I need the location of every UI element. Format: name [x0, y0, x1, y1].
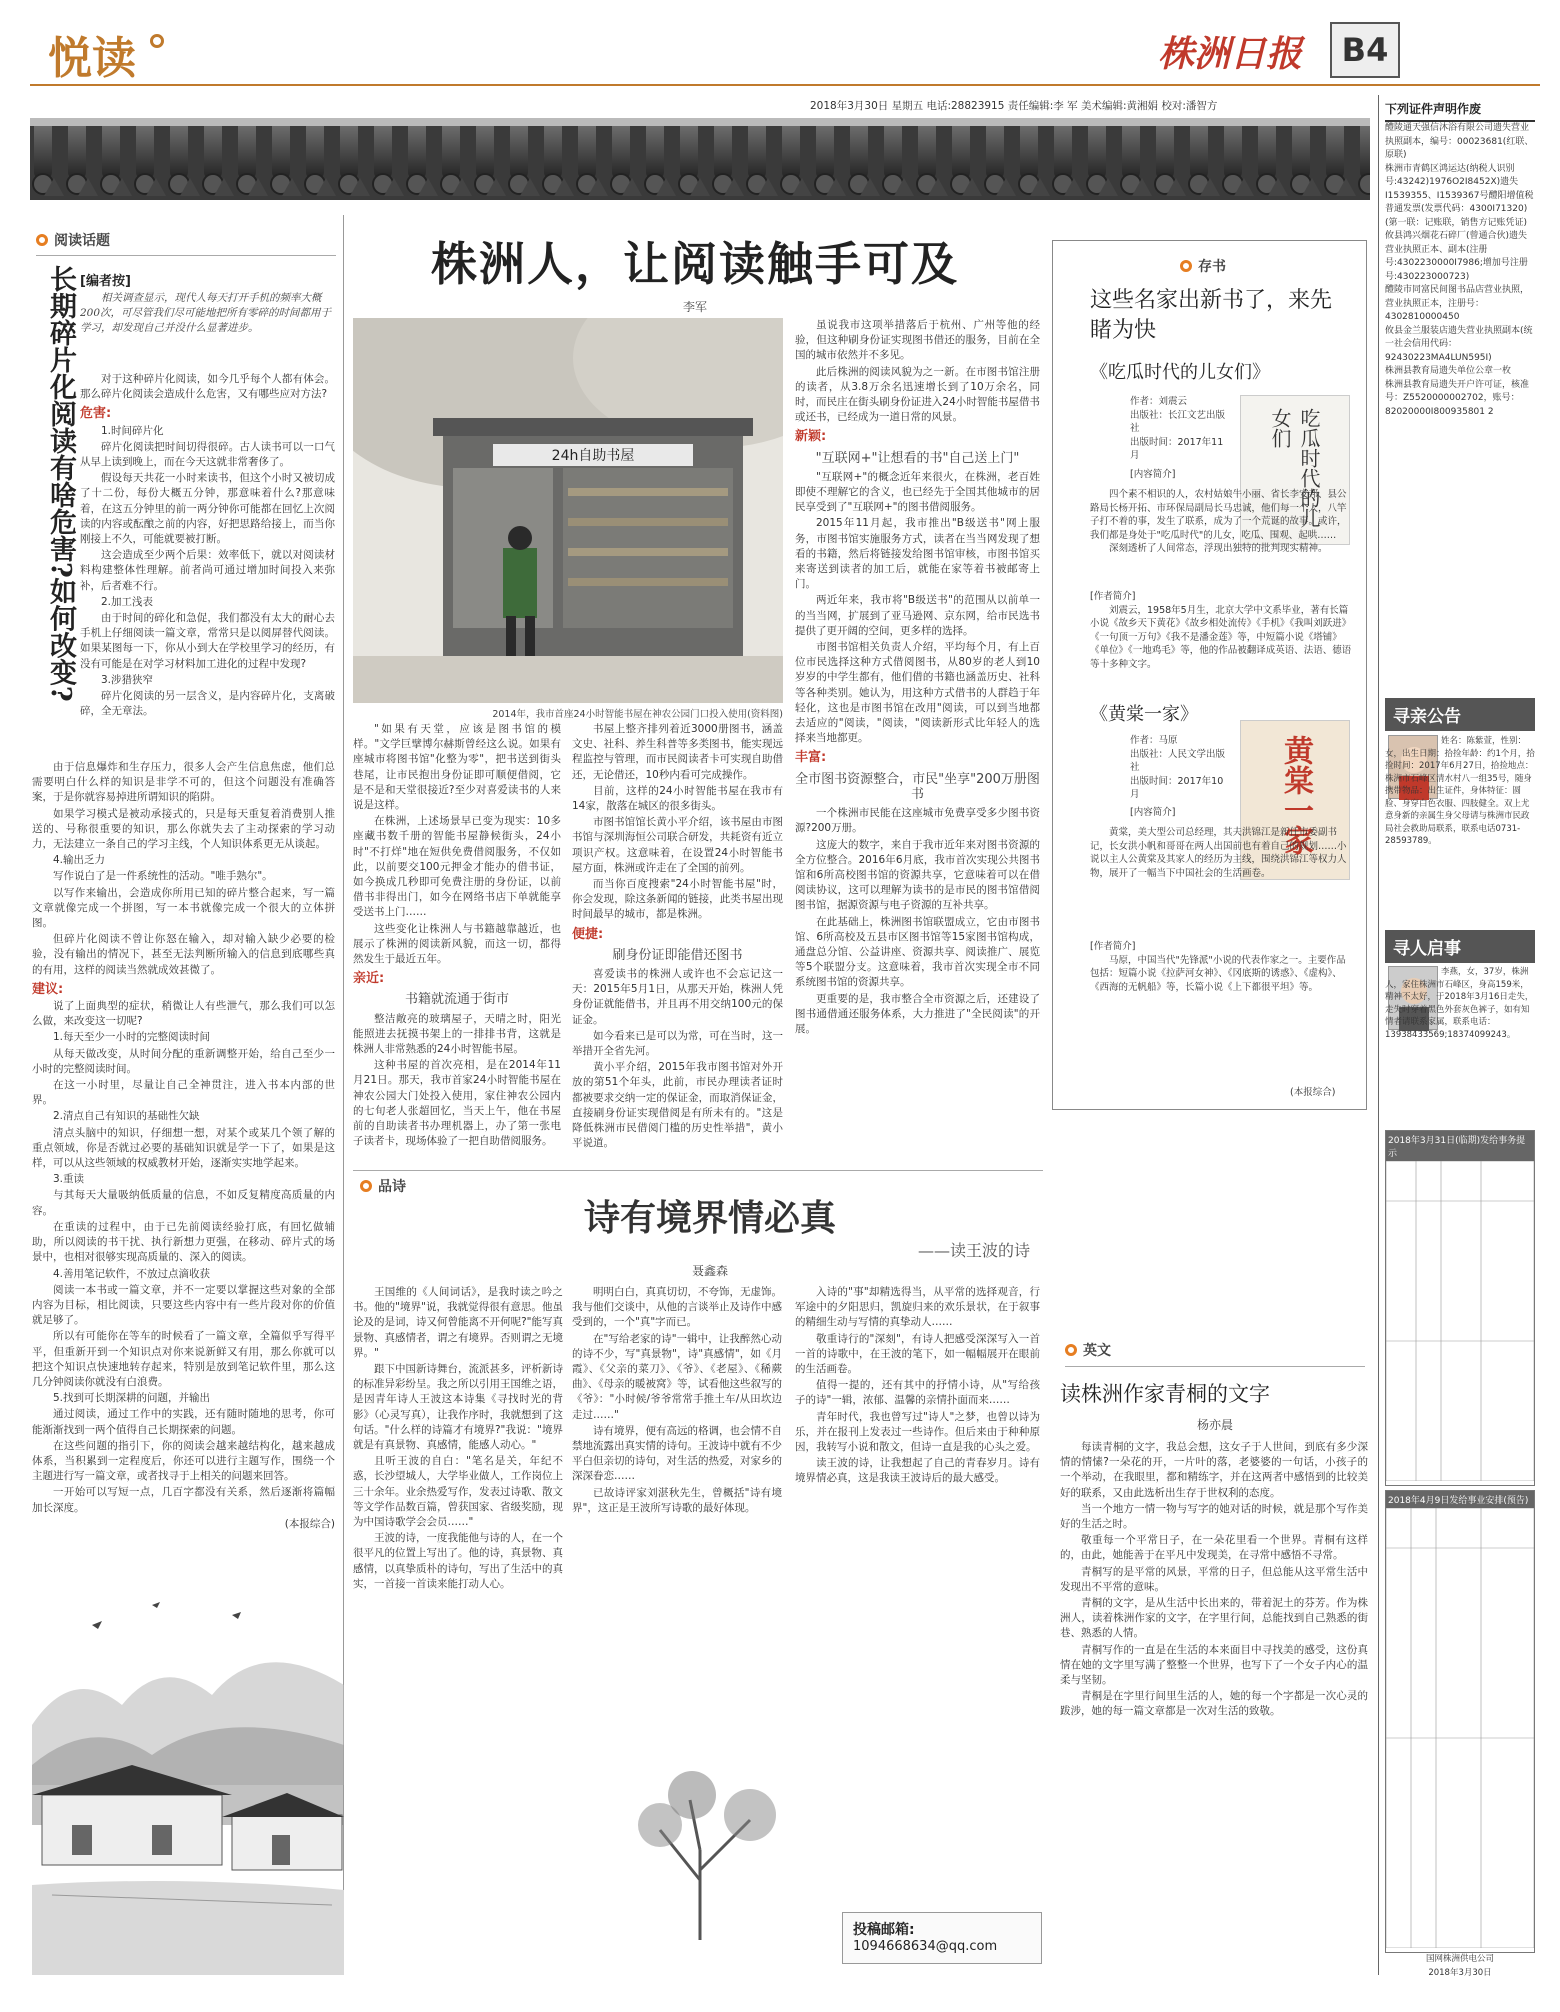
header-meta: 2018年3月30日 星期五 电话:28823915 责任编辑:李 军 美术编辑:黄湘娟 校对:潘智方 [810, 100, 1218, 112]
article3-col3 [795, 1285, 1040, 1488]
a2-title: 2.清点自己有知识的基础性欠缺 [53, 1110, 200, 1123]
ink-tree-illustration [600, 1760, 800, 1940]
para-c3: 这些变化让株洲人与书籍越靠越近，也展示了株洲的阅读新风貌，而这一切，都得然发生于最近五年。 [353, 922, 561, 966]
lottery1-grid [1386, 1161, 1534, 1481]
para-c2: 跟下中国新诗舞台，流派甚多，评析新诗的标准异彩纷呈。我之所以引用王国维之语，是因青年诗人王波这本诗集《寻找时光的背影》（心灵写真），让我作序时，我就想到了这句话。"什么样的诗篇才有境界?"我说："境界就是有真景物、真感情，能感人动心。" [353, 1363, 563, 1452]
intro: 对于这种碎片化阅读，如今几乎每个人都有体会。那么碎片化阅读会造成什么危害，又有哪些应对方法? [80, 373, 335, 401]
p3c: 如果学习模式是被动承接式的，只是每天重复着消费别人推送的、号称很重要的知识，那么你就失去了主动探索的学习动力，无法建立一条自己的学习主线，个人知识体系更无从谈起。 [32, 807, 335, 851]
tag-essay [1065, 1340, 1111, 1360]
danger-heading: 危害: [80, 406, 112, 422]
para-c7: 青桐是在字里行间里生活的人，她的每一个字都是一次心灵的跋涉，她的每一篇文章都是一次对生活的致敬。 [1060, 1690, 1368, 1718]
book2-cover-title: 黄棠一家 [1278, 735, 1313, 855]
contribute-label: 投稿邮箱: [853, 1922, 915, 1938]
para-c12: 青年时代，我也曾写过"诗人"之梦，也曾以诗为乐，并在报刊上发表过一些诗作。但后来由于种种原因，我转写小说和散文，但诗一直是我的心头之爱。 [795, 1410, 1040, 1454]
para-c10: 敬重诗行的"深刻"，有诗人把感受深深写入一首一首的诗歌中，在王波的笔下，如一幅幅展开在眼前的生活画卷。 [795, 1332, 1040, 1376]
article5-author: 杨亦晨 [1196, 1418, 1233, 1432]
circle-icon [1180, 260, 1192, 272]
p1b: 假设每天共花一小时来读书，但这个小时又被切成了十二份，每份大概五分钟，那意味着什么?那意味着，在这五分钟里的前一两分钟你可能都在回忆上次阅读的内容或酝酿之前的内容，好把思路给接上，而当你刚接上不久，可能就要被打断。 [80, 472, 335, 546]
seek-text: 李燕，女，37岁，株洲人，家住株洲市石峰区，身高159米，精神不太好，于2018年3月16日走失，走失时穿着黑色外套灰色裤子，如有知情者请联系家属，联系电话：13938433569;18374099243。 [1385, 967, 1534, 1040]
book2-about-text: 马原，中国当代"先锋派"小说的代表作家之一。主要作品包括：短篇小说《拉萨河女神》、《冈底斯的诱惑》、《虚构》、《西海的无帆船》等，长篇小说《上下都很平坦》等。 [1090, 954, 1346, 993]
book1-about-text: 刘震云，1958年5月生，北京大学中文系毕业，著有长篇小说《故乡天下黄花》《故乡相处流传》《手机》《我叫刘跃进》《一句顶一万句》《我不是潘金莲》等，中短篇小说《塔铺》《单位》《一地鸡毛》等，他的作品被翻译成英语、法语、德语等十多种文字。 [1090, 604, 1352, 670]
missing-text: 姓名：陈紫萱，性别：女，出生日期：拾捡年龄：约1个月，拾捡时间：2017年6月27日，拾捡地点：株洲市石峰区清水村八一组35号，随身携带物品：出生证件，身体特征：圆脸、身穿白色衣服、四肢健全。双上尤意身新的亲属生身父母请与株洲市民政局社会救助局联系，联系电话0731-28593789。 [1385, 736, 1535, 846]
a3b: 在重读的过程中，由于已先前阅读经验打底，有回忆做辅助，所以阅读的书干扰、执行新想力更强，在移动、碎片式的场景中，也相对很够实现高质量的、深入的阅读。 [32, 1220, 335, 1264]
para-c15: "互联网+"的概念近年来很火，在株洲，老百姓即使不理解它的含义，也已经先于全国其他城市的居民享受到了"互联网+"的图书借阅服务。 [795, 470, 1040, 514]
article1-title: 长期碎片化阅读有啥危害?如何改变? [45, 265, 76, 702]
para-c10: 喜爱读书的株洲人或许也不会忘记这一天：2015年5月1日，从那天开始，株洲人凭身份证就能借书，并且再不用交纳100元的保证金。 [572, 968, 783, 1026]
para-c4: 青桐写的是平常的风景，平常的日子，但总能从这平常生活中发现出不平常的意味。 [1060, 1565, 1368, 1593]
book2-meta [1130, 734, 1230, 802]
para-c19: 一个株洲市民能在这座城市免费享受多少图书资源?200万册。 [795, 807, 1040, 835]
tag-poetry [360, 1176, 406, 1196]
tag-books [1180, 256, 1226, 276]
book1-publisher: 出版社：长江文艺出版社 [1130, 409, 1226, 434]
circle-icon [360, 1180, 372, 1192]
author-label: [作者简介] [1090, 941, 1136, 952]
para-c17: 两近年来，我市将"B级送书"的范围从以前单一的当当网，扩展到了亚马逊网、京东网，给市民选书提供了更开阔的空间，更多样的选择。 [795, 594, 1040, 637]
article3-col2 [572, 1285, 782, 1517]
para-c6: 青桐写作的一直是在生活的本来面目中寻找美的感受，这份真情在她的文字里写满了整整一个世界，也写下了一个女子内心的温柔与坚韧。 [1060, 1643, 1368, 1687]
book1-intro-text2: 深刻透析了人间常态，浮现出独特的批判现实精神。 [1109, 543, 1328, 554]
p1-title: 1.时间碎片化 [101, 424, 164, 437]
para-c4: 整洁敞亮的玻璃屋子，天晴之时，阳光能照进去抚摸书架上的一排排书背，这就是株洲人非常熟悉的24小时智能书屋。 [353, 1012, 561, 1056]
circle-icon [1065, 1344, 1077, 1356]
tag-label: 阅读话题 [54, 233, 110, 249]
para-c1: 每读青桐的文字，我总会想，这女子于人世间，到底有多少深情的情愫?一朵花的开，一片叶的落，老婆婆的一句话，小孩子的一个举动，在我眼里，都和精练字，并在这两者中感悟到的比较美好的联系，又由此选析出生存于世权利的态度。 [1060, 1441, 1368, 1499]
article1-body-bottom [32, 760, 335, 1532]
p1: 碎片化阅读把时间切得很碎。古人读书可以一口气从早上读到晚上，而在今天这就非常奢侈了。 [80, 440, 335, 469]
article2-author: 李军 [682, 300, 707, 314]
book2-title: 《黄棠一家》 [1090, 704, 1198, 725]
book1-intro-text: 四个素不相识的人，农村姑娘牛小丽、省长李安邦、县公路局长杨开拓、市环保局副局长马忠诚，他们每一个人，八竿子打不着的事，发生了联系，成为了一个荒诞的故事。或许，我们都是身处于"吃瓜时代"的儿女，吃瓜、围观、起哄…… [1090, 489, 1347, 541]
contribute-box [842, 1912, 1042, 1964]
para-c6: 书屋上整齐排列着近3000册图书，涵盖文史、社科、养生科普等多类图书，能实现远程监控与管理，而市民阅读者卡可实现自助借还，无论借还，10秒内看可完成操作。 [572, 723, 783, 781]
header-rule [30, 84, 1540, 86]
roof-tile-banner [30, 118, 1370, 200]
article1-source: (本报综合) [284, 1517, 335, 1530]
article5-body [1060, 1440, 1368, 1721]
contribute-email[interactable]: 1094668634@qq.com [853, 1939, 998, 1954]
para-c16: 2015年11月起，我市推出"B级送书"网上服务，市图书馆实施服务方式，读者在当当网发现了想看的书籍，然后将链接发给图书馆审核，市图书馆买来寄送到读者的加工后，就能在家等着书被邮寄上门。 [795, 517, 1040, 591]
article3-author: 聂鑫森 [691, 1264, 728, 1278]
section-title: 悦读 [48, 33, 136, 84]
a-intro: 说了上面典型的症状，稍微让人有些泄气，那么我们可以怎么做，来改变这一切呢? [32, 1000, 335, 1028]
p4c: 但碎片化阅读不曾让你怒在输入，却对输入缺少必要的检验，没有输出的情况下，甚至无法判断所输入的信息到底哪些真的有用，这样的阅读当然就成效甚微了。 [32, 933, 335, 976]
section-new-title: "互联网+"让想看的书"自己送上门" [815, 450, 1020, 466]
photo-caption: 2014年，我市首座24小时智能书屋在神农公园门口投入使用(资料图) [492, 709, 783, 720]
editor-note-text: 相关调查显示，现代人每天打开手机的频率大概200次，可尽管我们尽可能地把所有零碎的时间都用于学习，却发现自己并没什么显著进步。 [80, 292, 332, 334]
a4: 阅读一本书或一篇文章，并不一定要以掌握这些对象的全部内容为目标，相比阅读，只要这些内容中有一些片段对你的价值就足够了。 [32, 1283, 335, 1327]
p3b: 由于信息爆炸和生存压力，很多人会产生信息焦虑，他们总需要明白什么样的知识是非学不可的，但这个问题没有准确答案，于是你就容易掉进所谓知识的陷阱。 [32, 761, 335, 804]
author-label: [作者简介] [1090, 591, 1136, 602]
advice-heading: 建议: [32, 981, 64, 997]
book2-author: 作者：马原 [1130, 735, 1178, 746]
para-c18: 市图书馆相关负责人介绍，平均每个月，有上百位市民选择这种方式借阅图书，从80岁的老人到10岁岁的中学生都有，他们借的书籍也涵盖历史、社科等各种类别。她认为，用这种方式借书的人群趋于年轻化，这也是市图书馆在改用"阅读，可以到当地都去适应的"阅读，"阅读，"阅读新形式比年轻人的选择来当地都更。 [795, 641, 1040, 745]
para-c1: 王国维的《人间词话》，是我时读之吟之书。他的"境界"说，我就觉得很有意思。他虽论及的是词，诗又何曾能离不开何呢?"能写真景物、真感情者，谓之有境界。否则谓之无境界。" [353, 1286, 563, 1359]
book2-publisher: 出版社：人民文学出版社 [1130, 748, 1226, 773]
article2-col-a1 [353, 722, 561, 1150]
a2: 清点头脑中的知识，仔细想一想，对某个或某几个领了解的重点领域，你是否就过必要的基础知识就是学一下了，如果是这样，可以从这些领域的权威教材开始，逐渐实实地学起来。 [32, 1126, 335, 1170]
sidebar-bottom-note: 国网株洲供电公司 [1425, 1954, 1494, 1964]
a5c: 一开始可以写短一点，几百字都没有关系，然后逐渐将篇幅加长深度。 [32, 1486, 335, 1514]
lottery-table-1 [1385, 1130, 1535, 1486]
a1b: 在这一小时里，尽量让自己全神贯注，进入书本内部的世界。 [32, 1079, 335, 1107]
para-c12: 黄小平介绍，2015年我市图书馆对外开放的第51个年头，此前，市民办理读者证时都被要求交纳一定的保证金，而取消保证金，直接刷身份证实现借阅是有所未有的。"这是降低株洲市民借阅门槛的历史性举措"，黄小平说道。 [572, 1061, 783, 1150]
notice-text: 醴陵通天强信沐浴有限公司遗失营业执照副本，编号：00023681(红联、原联) 株洲市青鹤区鸿运达(纳税人识别号:43242)1976O2I8452X)遗失I1539355、I1539367号醴阳增值税普通发票(发票代码：4300I71320)(第一联：记账联，销售方记账凭证) 攸县鸿兴烟花石碎厂(曾通合伙)遗失营业执照正本、副本(注册号:4302230000I7986;增加号注册号:430223000723) 醴陵市同富民间图书品店营业执照，营业执照正本，注册号：4302810000450 攸县金兰服装店遗失营业执照副本(统一社会信用代码：92430223MA4LUN595I) 株洲县教育局遗失单位公章一枚 株洲县教育局遗失开户许可证，核准号：Z5520000002702，账号：82020000I800935801 2 [1385, 123, 1534, 417]
article3-subtitle: ——读王波的诗 [917, 1241, 1030, 1260]
article2-col-b [795, 318, 1040, 1038]
para-c13: 虽说我市这项举措落后于杭州、广州等他的经验，但这种刷身份证实现图书借还的服务，目前在全国的城市依然并不多见。 [795, 319, 1040, 362]
article1-body-top [80, 372, 335, 720]
para-c2: 当一个地方一情一物与写字的她对话的时候，就是那个写作美好的生活之时。 [1060, 1502, 1368, 1531]
para-c9: 入诗的"事"却精选得当，从平常的选择观音，行军途中的夕阳思归，凯旋归来的欢乐景状，在于叙事的精细生动与写情的真挚动人…… [795, 1286, 1040, 1329]
article4-title: 这些名家出新书了，来先睹为快 [1090, 288, 1333, 343]
book1-intro [1090, 488, 1355, 556]
book2-intro: 黄棠，美大型公司总经理，其夫洪锦江是新任市委副书记，长女洪小帆和哥哥在两人出国前也有着自己的规划……小说以主人公黄棠及其家人的经历为主线，围绕洪锦江等权力人物，展开了一幅当下中国社会的生活画卷。 [1090, 827, 1347, 879]
para-c7: 诗有境界，便有高远的格调，也会情不自禁地流露出真实情的诗句。王波诗中就有不少平白但亲切的诗句，对生活的热爱，对家乡的深深眷恋…… [572, 1424, 782, 1483]
lottery2-title: 2018年4月9日发给事业安排(预告) [1386, 1491, 1534, 1508]
para-c11: 值得一提的，还有其中的抒情小诗，从"写给孩子的诗"一辑，浓郁、温馨的亲情扑面而来…… [795, 1379, 1040, 1407]
book1-author: 作者：刘震云 [1130, 396, 1188, 407]
section-easy-title: 刷身份证即能借还图书 [612, 947, 743, 963]
sidebar-bottom-date: 2018年3月30日 [1428, 1968, 1492, 1978]
booth-sign: 24h自助书屋 [551, 448, 635, 464]
section-new: 新颖: [795, 429, 827, 445]
page-number: B4 [1330, 22, 1400, 78]
para-c9: 而当你百度搜索"24小时智能书屋"时，你会发现，除这条新闻的链接，此类书屋出现时间最早的城市，都是株洲。 [572, 878, 783, 921]
para-c1: "如果有天堂，应该是图书馆的模样。"文学巨擘博尔赫斯曾经这么说。如果有座城市将图书馆"化整为零"，把书送到街头巷尾，让市民抱出身份证即可顺便借阅，它是不是和天堂很接近?至少对喜爱读书的人来说是这样。 [353, 723, 561, 812]
a4b: 所以有可能你在等车的时候看了一篇文章，全篇似乎写得平平，但重新开到一个知识点对你来说新鲜又有用，那么你就可以把这个知识点快速地转存起来，特别是放到笔记软件里，那么这几分钟阅读你就没有白浪费。 [32, 1330, 335, 1388]
section-near: 亲近: [353, 971, 385, 987]
a4-title: 4.善用笔记软件，不放过点滴收获 [53, 1267, 211, 1280]
section-easy: 便捷: [572, 926, 604, 942]
a5: 通过阅读，通过工作中的实践，还有随时随地的思考，你可能渐渐找到一两个值得自己长期探索的问题。 [32, 1408, 335, 1436]
book1-intro-label: [内容简介] [1130, 469, 1176, 480]
p2-title: 2.加工浅表 [101, 595, 154, 608]
tag-label: 英文 [1083, 1343, 1111, 1359]
a5b: 在这些问题的指引下，你的阅读会越来越结构化，越来越成体系，当积累到一定程度后，你还可以进行主题写作，围绕一个主题进行写一篇文章，或者找寻于上相关的问题来回答。 [32, 1439, 335, 1483]
a5-title: 5.找到可长期深耕的问题，并输出 [53, 1392, 211, 1405]
section-near-title: 书籍就流通于街市 [404, 992, 509, 1008]
para-c13: 读王波的诗，让我想起了自己的青春岁月。诗有境界情必真，这是我读王波诗后的最大感受。 [795, 1457, 1040, 1485]
para-c11: 如今看来已是可以为常，可在当时，这一举措开全省先河。 [572, 1029, 783, 1058]
notice-title: 下列证件声明作废 [1385, 100, 1535, 122]
editor-note [80, 270, 335, 336]
para-c5: 明明白白，真真切切，不夸饰，无虚饰。我与他们交谈中，从他的言谈举止及诗作中感受到的，一个"真"字而已。 [572, 1286, 782, 1329]
para-c14: 此后株洲的阅读风貌为之一新。在市图书馆注册的读者，从3.8万余名迅速增长到了10万余名，同时，而民庄在街头刷身份证进入24小时智能书屋借书或还书，已经成为一道日常的风景。 [795, 365, 1040, 424]
location-pin-icon [150, 34, 164, 48]
para-c5: 青桐的文字，是从生活中长出来的，带着泥土的芬芳。作为株洲人，读着株洲作家的文字，在字里行间，总能找到自己熟悉的街巷、熟悉的人情。 [1060, 1597, 1368, 1640]
a1: 从每天做改变，从时间分配的重新调整开始，给自己至少一小时的完整阅读时间。 [32, 1047, 335, 1075]
book1-date: 出版时间：2017年11月 [1130, 436, 1224, 461]
para-c3: 敬重每一个平常日子，在一朵花里看一个世界。青桐有这样的，由此，她能善于在平凡中发现美，在寻常中感悟不寻常。 [1060, 1534, 1368, 1562]
article3-title: 诗有境界情必真 [583, 1197, 836, 1239]
book1-meta [1130, 395, 1230, 463]
a3-title: 3.重读 [53, 1173, 85, 1186]
p4: 写作说白了是一件系统性的活动。"唯手熟尔"。 [53, 870, 273, 883]
divider [36, 255, 336, 256]
para-c3: 且听王波的自白："笔名是关，年纪不惑，长沙望城人，大学毕业做人，工作岗位上三十余年。业余热爱写作，发表过诗歌、散文等文学作品数百篇，曾获国家、省级奖励，现为中国诗歌学会会员……" [353, 1455, 563, 1529]
editor-note-label: [编者按] [80, 274, 131, 289]
lottery1-title: 2018年3月31日(临期)发给事务提示 [1386, 1131, 1534, 1161]
tag-label: 存书 [1198, 259, 1226, 275]
book2-intro-label: [内容简介] [1130, 807, 1176, 818]
p1c: 这会造成至少两个后果：效率低下，就以对阅读材料构建整体性理解。前者尚可通过增加时间投入来弥补，后者难不行。 [80, 549, 335, 592]
para-c20: 这庞大的数字，来自于我市近年来对图书资源的全方位整合。2016年6月底，我市首次实现公共图书馆和6所高校图书馆的资源共享，它意味着可以在借阅读协议，这可以理解为读书的是市民的图书馆借阅图书馆，据源资源与电子资源的互补共享。 [795, 838, 1040, 912]
article3-col1 [353, 1285, 563, 1593]
para-c4: 王波的诗，一度我能他与诗的人，在一个很平凡的位置上写出了。他的诗，真景物、真感情，以真挚质朴的诗句，写出了生活中的真实，一首接一首读来能打动人心。 [353, 1532, 563, 1590]
lottery-table-2 [1385, 1490, 1535, 1953]
circle-icon [36, 234, 48, 246]
ink-wash-illustration [32, 1545, 344, 1975]
article4-source: (本报综合) [1290, 1087, 1336, 1098]
book2-about [1090, 940, 1355, 994]
article2-col-a2 [572, 722, 783, 1152]
book1-about [1090, 590, 1355, 671]
article5-title: 读株洲作家青桐的文字 [1060, 1382, 1270, 1406]
tag-label: 品诗 [378, 1179, 406, 1195]
p3: 碎片化阅读的另一层含义，是内容碎片化，支离破碎，全无章法。 [80, 690, 335, 718]
lottery2-grid [1386, 1508, 1534, 1948]
a3: 与其每天大量吸纳低质量的信息，不如反复精度高质量的内容。 [32, 1189, 335, 1217]
divider [1065, 1366, 1365, 1367]
sidebar-divider [1378, 95, 1379, 1975]
book1-title: 《吃瓜时代的儿女们》 [1090, 362, 1270, 383]
paper-logo: 株洲日报 [1158, 33, 1303, 75]
para-c22: 更重要的是，我市整合全市资源之后，还建设了图书通借通还服务体系，大力推进了"全民阅读"的开展。 [795, 992, 1040, 1035]
para-c2: 在株洲，上述场景早已变为现实：10多座藏书数千册的智能书屋静候街头，24小时"不打烊"地在短供免费借阅服务，不仅如此，以前要交100元押金才能办的借书证，如今换成几秒即可免费注册的身份证，以前借书非得出门，如今在网络书店下单就能享受送书上门…… [353, 815, 561, 919]
section-rich: 丰富: [795, 750, 827, 766]
page-header [30, 22, 1540, 84]
missing-title: 寻亲公告 [1385, 698, 1535, 731]
bookstore-photo [353, 318, 783, 703]
article2-title: 株洲人，让阅读触手可及 [431, 237, 959, 291]
p2: 由于时间的碎化和急促，我们都没有太大的耐心去手机上仔细阅读一篇文章，常常只是以阅屏替代阅读。如果某图每一下，你从小到大在学校里学习的经历，有没有可能是在对学习材料加工进化的过程中发现? [80, 612, 335, 670]
a1-title: 1.每天至少一小时的完整阅读时间 [53, 1031, 211, 1044]
para-c8: 已故诗评家刘湛秋先生，曾概括"诗有境界"，这正是王波所写诗歌的最好体现。 [572, 1486, 782, 1514]
seek-title: 寻人启事 [1385, 930, 1535, 963]
para-c8: 市图书馆馆长黄小平介绍，该书屋由市图书馆与深圳海恒公司联合研发，共耗资有近立项识产权。这意味着，在设置24小时智能书屋方面，株洲或许走在了全国的前列。 [572, 816, 783, 874]
p4-title: 4.输出乏力 [53, 854, 106, 867]
book2-date: 出版时间：2017年10月 [1130, 775, 1224, 800]
divider [353, 1170, 1043, 1171]
section-rich-title: 全市图书资源整合，市民"坐享"200万册图书 [795, 771, 1040, 802]
para-c7: 目前，这样的24小时智能书屋在我市有14家，散落在城区的很多街头。 [572, 784, 783, 813]
p3-title: 3.涉猎狭窄 [101, 673, 154, 686]
para-c6: 在"写给老家的诗"一辑中，让我醉然心动的诗不少，写"真景物"，诗"真感情"，如《月霞》、《父亲的菜刀》、《爷》、《老屋》、《稀蕨曲》、《母亲的暖被窝》等，试看他这些叙写的《爷》："小时候/爷爷常常手推土车/从田坎边走过……" [572, 1332, 782, 1421]
para-c21: 在此基础上，株洲图书馆联盟成立，它由市图书馆、6所高校及五县市区图书馆等15家图书馆构成，通盘总分馆、公益讲座、资源共享、阅读推广、展览等5个联盟分支。这意味着，我市首次实现全市不同系统图书馆的资源共享。 [795, 915, 1040, 989]
book1-cover-title: 吃瓜时代的儿女们 [1268, 408, 1321, 528]
tag-reading-topic [36, 230, 110, 250]
para-c5: 这种书屋的首次亮相，是在2014年11月21日。那天，我市首家24小时智能书屋在神农公园大门处投入使用，家住神农公园内的七旬老人张超回忆，当天上午，他在书屋前的自助读者书办理机器上，办了第一张电子读者卡，现场体验了一把自助借阅服务。 [353, 1059, 561, 1148]
p4b: 以写作来输出，会造成你所用已知的碎片整合起来，写一篇文章就像完成一个拼图，写一本书就像完成一个很大的立体拼图。 [32, 886, 335, 930]
